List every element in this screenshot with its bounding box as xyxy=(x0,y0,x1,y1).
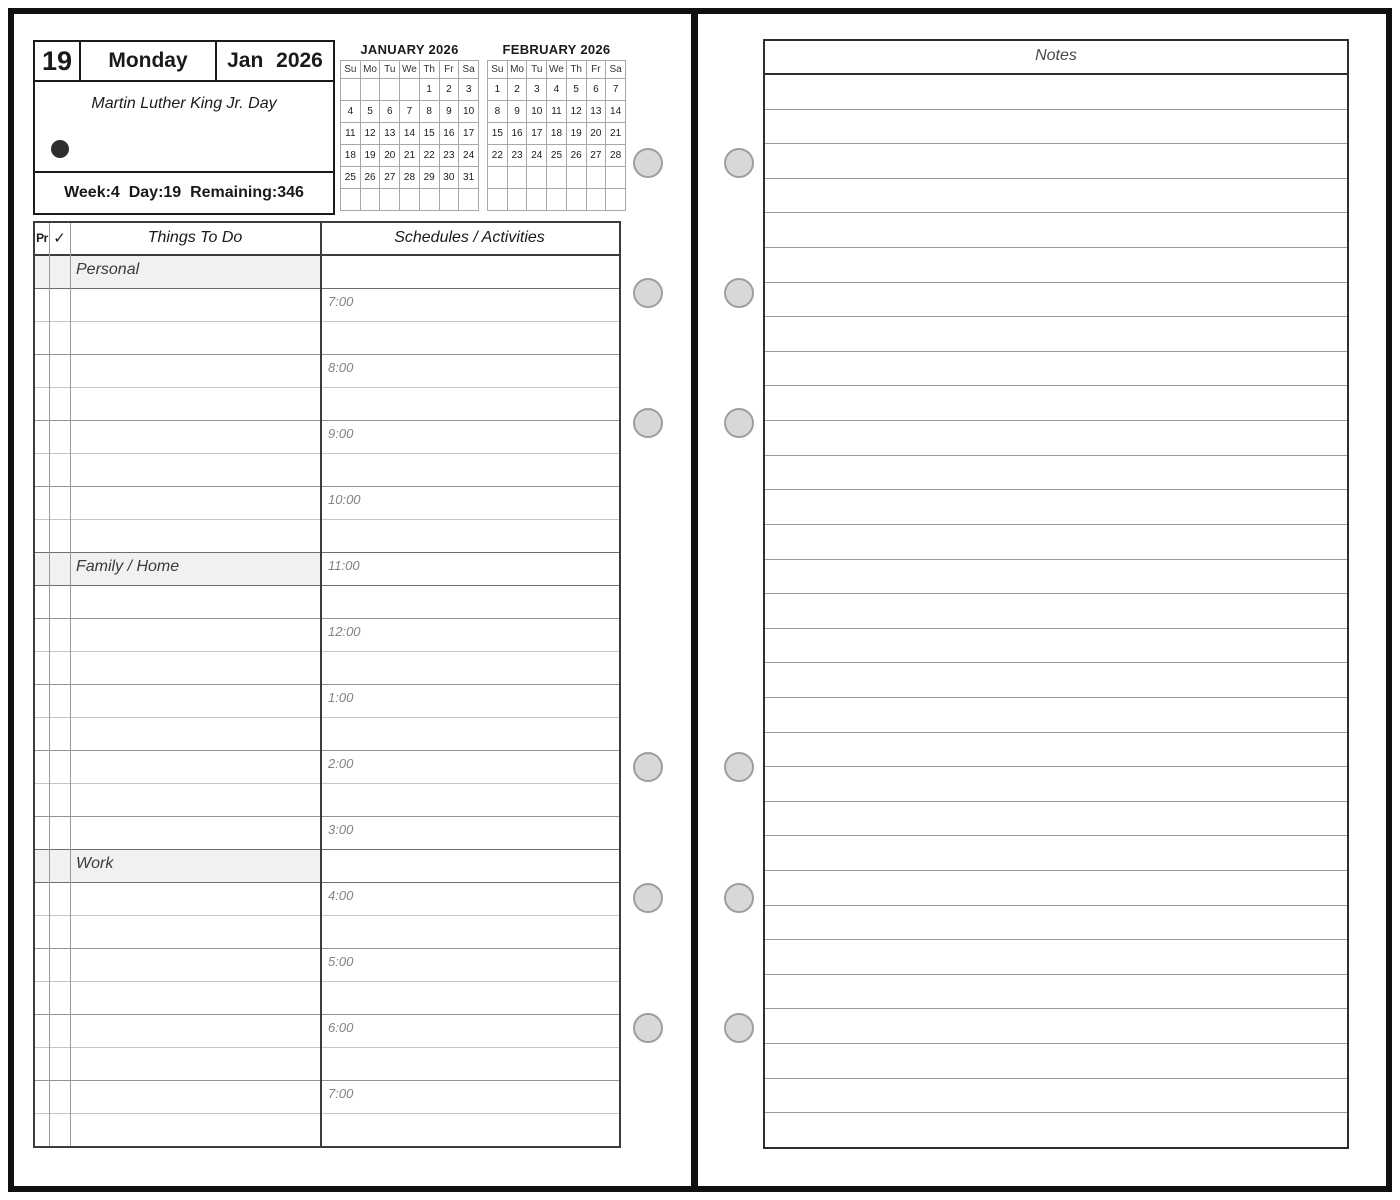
calendar-day-cell: 13 xyxy=(586,101,606,123)
planner-row xyxy=(35,783,619,816)
table-header-row xyxy=(35,223,619,256)
calendar-day-cell xyxy=(459,189,479,211)
calendar-weekday-header: Th xyxy=(566,61,586,79)
schedule-cell xyxy=(320,1114,619,1146)
punch-hole xyxy=(633,1013,663,1043)
planner-row xyxy=(35,618,619,651)
calendar-day-cell: 20 xyxy=(380,145,400,167)
calendar-day-cell xyxy=(586,167,606,189)
calendar-day-cell: 20 xyxy=(586,123,606,145)
todo-schedule-divider xyxy=(320,223,322,1146)
todo-schedule-table xyxy=(33,221,621,1148)
schedule-cell xyxy=(320,256,619,288)
calendar-day-cell xyxy=(360,79,380,101)
schedule-cell xyxy=(320,388,619,420)
calendar-day-cell xyxy=(380,189,400,211)
todo-cell xyxy=(35,1048,320,1080)
ruled-line xyxy=(765,1112,1347,1147)
ruled-line xyxy=(765,1043,1347,1078)
checkmark-column-divider xyxy=(70,223,71,1146)
calendar-day-cell: 24 xyxy=(459,145,479,167)
ruled-line xyxy=(765,247,1347,282)
calendar-day-cell xyxy=(606,167,626,189)
calendar-day-cell: 9 xyxy=(507,101,527,123)
ruled-line xyxy=(765,316,1347,351)
calendar-weekday-header: Mo xyxy=(360,61,380,79)
todo-cell xyxy=(35,751,320,783)
calendar-day-cell xyxy=(606,189,626,211)
calendar-day-cell: 14 xyxy=(606,101,626,123)
time-label: 2:00 xyxy=(328,756,354,771)
calendar-title: JANUARY 2026 xyxy=(360,42,459,57)
calendar-day-cell xyxy=(488,167,508,189)
calendar-day-cell: 10 xyxy=(527,101,547,123)
todo-cell xyxy=(35,355,320,387)
calendar-day-cell: 11 xyxy=(547,101,567,123)
ruled-line xyxy=(765,766,1347,801)
calendar-day-cell: 22 xyxy=(488,145,508,167)
calendar-day-cell: 29 xyxy=(419,167,439,189)
planner-row xyxy=(35,1080,619,1113)
todo-cell xyxy=(35,1114,320,1146)
time-label: 3:00 xyxy=(328,822,354,837)
todo-cell xyxy=(35,520,320,552)
calendar-day-cell xyxy=(566,189,586,211)
todo-cell xyxy=(35,388,320,420)
time-label: 10:00 xyxy=(328,492,361,507)
week-info: Week:4 Day:19 Remaining:346 xyxy=(33,171,335,215)
schedule-cell xyxy=(320,982,619,1014)
todo-cell xyxy=(35,718,320,750)
priority-column-divider xyxy=(49,223,50,1146)
planner-row xyxy=(35,750,619,783)
todo-cell xyxy=(35,619,320,651)
calendar-day-cell xyxy=(439,189,459,211)
schedule-cell xyxy=(320,355,619,387)
ruled-line xyxy=(765,143,1347,178)
ruled-line xyxy=(765,351,1347,386)
todo-section-cell xyxy=(35,256,320,288)
calendar-day-cell xyxy=(586,189,606,211)
calendar-day-cell: 6 xyxy=(380,101,400,123)
priority-column-header: Pr xyxy=(36,231,48,245)
calendar-day-cell: 31 xyxy=(459,167,479,189)
ruled-line xyxy=(765,489,1347,524)
ruled-line xyxy=(765,1008,1347,1043)
calendar-day-cell: 22 xyxy=(419,145,439,167)
calendar-grid xyxy=(340,60,479,211)
calendar-day-cell: 21 xyxy=(400,145,420,167)
ruled-line xyxy=(765,974,1347,1009)
weekday-name: Monday xyxy=(81,42,217,80)
schedule-cell xyxy=(320,751,619,783)
time-label: 1:00 xyxy=(328,690,354,705)
ruled-line xyxy=(765,732,1347,767)
todo-cell xyxy=(35,949,320,981)
calendar-day-cell: 2 xyxy=(439,79,459,101)
calendar-weekday-header: We xyxy=(400,61,420,79)
schedule-cell xyxy=(320,718,619,750)
calendar-day-cell xyxy=(547,167,567,189)
planner-row xyxy=(35,1113,619,1146)
calendar-day-cell xyxy=(566,167,586,189)
punch-hole xyxy=(633,408,663,438)
section-label: Family / Home xyxy=(76,558,180,575)
calendar-day-cell: 15 xyxy=(419,123,439,145)
ruled-line xyxy=(765,662,1347,697)
new-moon-icon xyxy=(51,140,69,158)
holiday-label: Martin Luther King Jr. Day xyxy=(91,95,277,112)
calendar-weekday-header: Tu xyxy=(527,61,547,79)
schedule-cell xyxy=(320,586,619,618)
todo-cell xyxy=(35,454,320,486)
ruled-line xyxy=(765,109,1347,144)
calendar-day-cell: 25 xyxy=(341,167,361,189)
calendar-weekday-header: We xyxy=(547,61,567,79)
ruled-line xyxy=(765,835,1347,870)
calendar-day-cell: 17 xyxy=(459,123,479,145)
calendar-day-cell: 24 xyxy=(527,145,547,167)
calendar-day-cell xyxy=(380,79,400,101)
time-label: 5:00 xyxy=(328,954,354,969)
time-label: 9:00 xyxy=(328,426,354,441)
calendar-day-cell: 7 xyxy=(606,79,626,101)
calendar-day-cell: 14 xyxy=(400,123,420,145)
todo-cell xyxy=(35,652,320,684)
calendar-day-cell: 19 xyxy=(360,145,380,167)
calendar-day-cell: 11 xyxy=(341,123,361,145)
calendar-day-cell: 4 xyxy=(341,101,361,123)
planner-row xyxy=(35,288,619,321)
todo-cell xyxy=(35,883,320,915)
ruled-line xyxy=(765,1078,1347,1113)
planner-row xyxy=(35,981,619,1014)
calendar-day-cell: 1 xyxy=(488,79,508,101)
section-row xyxy=(35,552,619,585)
calendar-day-cell: 8 xyxy=(488,101,508,123)
planner-row xyxy=(35,816,619,849)
schedule-cell xyxy=(320,520,619,552)
planner-row xyxy=(35,651,619,684)
todo-cell xyxy=(35,289,320,321)
calendar-weekday-header: Th xyxy=(419,61,439,79)
ruled-line xyxy=(765,559,1347,594)
calendar-day-cell: 10 xyxy=(459,101,479,123)
calendar-weekday-header: Tu xyxy=(380,61,400,79)
calendar-day-cell xyxy=(547,189,567,211)
time-label: 11:00 xyxy=(328,558,360,573)
ruled-line xyxy=(765,905,1347,940)
punch-hole xyxy=(724,752,754,782)
planner-row xyxy=(35,519,619,552)
calendar-day-cell: 16 xyxy=(507,123,527,145)
todo-section-cell xyxy=(35,553,320,585)
ruled-line xyxy=(765,939,1347,974)
punch-hole xyxy=(633,883,663,913)
calendar-day-cell: 21 xyxy=(606,123,626,145)
mini-calendar-february xyxy=(487,42,626,211)
calendar-day-cell xyxy=(360,189,380,211)
calendar-weekday-header: Sa xyxy=(606,61,626,79)
calendar-day-cell xyxy=(341,79,361,101)
calendar-day-cell: 12 xyxy=(566,101,586,123)
calendar-day-cell: 26 xyxy=(566,145,586,167)
ruled-line xyxy=(765,801,1347,836)
calendar-day-cell: 1 xyxy=(419,79,439,101)
calendar-day-cell: 23 xyxy=(439,145,459,167)
todo-cell xyxy=(35,586,320,618)
planner-row xyxy=(35,321,619,354)
section-row xyxy=(35,849,619,882)
planner-row xyxy=(35,1014,619,1047)
calendar-day-cell: 27 xyxy=(380,167,400,189)
schedule-cell xyxy=(320,454,619,486)
planner-row xyxy=(35,882,619,915)
time-label: 8:00 xyxy=(328,360,354,375)
schedule-cell xyxy=(320,619,619,651)
time-label: 7:00 xyxy=(328,1086,354,1101)
schedule-cell xyxy=(320,817,619,849)
binder-spine xyxy=(691,8,698,1192)
schedules-activities-header: Schedules / Activities xyxy=(394,229,545,246)
calendar-day-cell: 9 xyxy=(439,101,459,123)
schedule-cell xyxy=(320,685,619,717)
todo-cell xyxy=(35,817,320,849)
calendar-day-cell: 28 xyxy=(400,167,420,189)
planner-row xyxy=(35,915,619,948)
schedule-cell xyxy=(320,487,619,519)
calendar-day-cell xyxy=(400,79,420,101)
schedule-cell xyxy=(320,421,619,453)
todo-cell xyxy=(35,322,320,354)
notes-page xyxy=(763,39,1349,1149)
section-label: Work xyxy=(76,855,114,872)
calendar-day-cell xyxy=(507,167,527,189)
calendar-day-cell: 3 xyxy=(527,79,547,101)
calendar-day-cell xyxy=(507,189,527,211)
table-body xyxy=(35,256,619,1146)
ruled-line xyxy=(765,420,1347,455)
calendar-day-cell: 19 xyxy=(566,123,586,145)
section-row xyxy=(35,256,619,288)
calendar-day-cell: 23 xyxy=(507,145,527,167)
todo-cell xyxy=(35,916,320,948)
planner-row xyxy=(35,1047,619,1080)
calendar-day-cell: 4 xyxy=(547,79,567,101)
schedule-cell xyxy=(320,322,619,354)
calendar-day-cell: 5 xyxy=(566,79,586,101)
holiday-box xyxy=(33,80,335,173)
schedule-cell xyxy=(320,1048,619,1080)
calendar-day-cell xyxy=(527,167,547,189)
calendar-weekday-header: Fr xyxy=(439,61,459,79)
ruled-line xyxy=(765,697,1347,732)
calendar-day-cell xyxy=(419,189,439,211)
todo-cell xyxy=(35,784,320,816)
punch-hole xyxy=(724,1013,754,1043)
punch-hole xyxy=(724,408,754,438)
calendar-day-cell: 7 xyxy=(400,101,420,123)
section-label: Personal xyxy=(76,261,140,278)
calendar-day-cell: 18 xyxy=(547,123,567,145)
calendar-weekday-header: Su xyxy=(488,61,508,79)
calendar-weekday-header: Fr xyxy=(586,61,606,79)
todo-cell xyxy=(35,421,320,453)
date-header xyxy=(33,40,335,82)
todo-cell xyxy=(35,1015,320,1047)
calendar-day-cell: 2 xyxy=(507,79,527,101)
planner-row xyxy=(35,948,619,981)
calendar-day-cell: 17 xyxy=(527,123,547,145)
ruled-line xyxy=(765,282,1347,317)
planner-row xyxy=(35,354,619,387)
schedule-cell xyxy=(320,553,619,585)
calendar-day-cell: 6 xyxy=(586,79,606,101)
ruled-line xyxy=(765,593,1347,628)
punch-hole xyxy=(633,752,663,782)
mini-calendar-january xyxy=(340,42,479,211)
todo-cell xyxy=(35,1081,320,1113)
calendar-weekday-header: Mo xyxy=(507,61,527,79)
notes-title: Notes xyxy=(765,41,1347,75)
todo-cell xyxy=(35,982,320,1014)
ruled-line xyxy=(765,455,1347,490)
planner-row xyxy=(35,387,619,420)
calendar-day-cell: 5 xyxy=(360,101,380,123)
day-number: 19 xyxy=(35,42,81,80)
planner-row xyxy=(35,420,619,453)
todo-section-cell xyxy=(35,850,320,882)
calendar-day-cell xyxy=(341,189,361,211)
punch-hole xyxy=(633,148,663,178)
calendar-day-cell: 30 xyxy=(439,167,459,189)
ruled-line xyxy=(765,75,1347,109)
schedule-cell xyxy=(320,784,619,816)
things-to-do-header: Things To Do xyxy=(147,229,243,246)
punch-hole xyxy=(724,883,754,913)
planner-row xyxy=(35,486,619,519)
month-year: Jan 2026 xyxy=(227,49,323,72)
ruled-line xyxy=(765,524,1347,559)
time-label: 12:00 xyxy=(328,624,361,639)
calendar-day-cell: 27 xyxy=(586,145,606,167)
calendar-day-cell: 13 xyxy=(380,123,400,145)
ruled-line xyxy=(765,212,1347,247)
punch-hole xyxy=(724,278,754,308)
calendar-day-cell: 28 xyxy=(606,145,626,167)
calendar-weekday-header: Sa xyxy=(459,61,479,79)
ruled-line xyxy=(765,178,1347,213)
schedule-cell xyxy=(320,916,619,948)
calendar-title: FEBRUARY 2026 xyxy=(502,42,611,57)
planner-row xyxy=(35,585,619,618)
time-label: 6:00 xyxy=(328,1020,354,1035)
calendar-grid xyxy=(487,60,626,211)
calendar-day-cell: 25 xyxy=(547,145,567,167)
schedule-cell xyxy=(320,850,619,882)
planner-row xyxy=(35,453,619,486)
ruled-line xyxy=(765,628,1347,663)
ruled-line xyxy=(765,385,1347,420)
planner-row xyxy=(35,717,619,750)
time-label: 7:00 xyxy=(328,294,354,309)
todo-cell xyxy=(35,685,320,717)
checkmark-column-header: ✓ xyxy=(53,230,66,247)
schedule-cell xyxy=(320,883,619,915)
calendar-day-cell: 15 xyxy=(488,123,508,145)
calendar-day-cell xyxy=(400,189,420,211)
notes-ruled-area xyxy=(765,75,1347,1147)
schedule-cell xyxy=(320,1015,619,1047)
calendar-day-cell: 26 xyxy=(360,167,380,189)
calendar-day-cell: 8 xyxy=(419,101,439,123)
schedule-cell xyxy=(320,949,619,981)
schedule-cell xyxy=(320,289,619,321)
schedule-cell xyxy=(320,652,619,684)
calendar-day-cell: 18 xyxy=(341,145,361,167)
time-label: 4:00 xyxy=(328,888,354,903)
planner-row xyxy=(35,684,619,717)
punch-hole xyxy=(724,148,754,178)
calendar-weekday-header: Su xyxy=(341,61,361,79)
todo-cell xyxy=(35,487,320,519)
calendar-day-cell: 12 xyxy=(360,123,380,145)
ruled-line xyxy=(765,870,1347,905)
calendar-day-cell xyxy=(527,189,547,211)
calendar-day-cell: 3 xyxy=(459,79,479,101)
punch-hole xyxy=(633,278,663,308)
schedule-cell xyxy=(320,1081,619,1113)
calendar-day-cell xyxy=(488,189,508,211)
calendar-day-cell: 16 xyxy=(439,123,459,145)
